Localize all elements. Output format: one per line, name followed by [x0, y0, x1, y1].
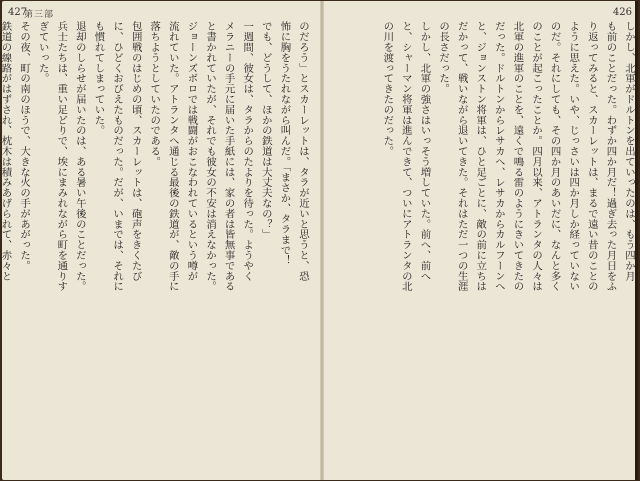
- left-page-number: 427: [8, 7, 28, 18]
- text-column: も慣れてしまっていた。: [92, 21, 105, 136]
- text-column: ように思えた。いや、じっさいは四か月しか経っていない: [567, 21, 580, 292]
- text-column: ジョーンズボロでは戦闘がおこなわれているという噂が: [185, 21, 198, 281]
- text-column: 包囲戦のはじめの頃、スカーレットは、砲声をきくたび: [129, 21, 142, 281]
- text-column: の川を渡ってきたのだった。: [381, 21, 394, 157]
- text-column: 落ちようとしていたのである。: [148, 21, 161, 167]
- book-edge: [635, 1, 638, 480]
- text-column: と、シャーマン将軍は進んできて、ついにアトランタの北: [399, 21, 412, 292]
- text-column: のだろう」とスカーレットは、タラが近いと思うと、恐: [297, 21, 309, 281]
- book-spread: [2, 1, 638, 480]
- right-page-number: 426: [612, 7, 632, 18]
- text-column: 一週間、彼女は、タラからのたよりを待った。ようやく: [241, 21, 254, 281]
- left-page: [2, 1, 318, 480]
- text-column: でも、どうして、ほかの鉄道は大丈夫なの？」: [259, 21, 272, 240]
- text-column: しかし、北軍の強さはいっそう増していた。前へ、前へ: [418, 21, 431, 281]
- text-column: り返ってみると、スカーレットは、まるで遠い昔のことの: [585, 21, 598, 292]
- right-page-text: [336, 21, 636, 473]
- text-column: も前のことだった。わずか四か月だ！過ぎ去った月日をふ: [604, 21, 617, 292]
- chapter-title: 第三部: [24, 10, 55, 20]
- text-column: 鉄道の線路がはずされ、枕木は積みあげられて、赤々と: [0, 21, 12, 281]
- text-column: だった。ドルトンからレサカへ、レサカからカルフーンへ: [492, 21, 505, 292]
- text-column: しかし、北軍がドルトンを出ていったのは、もう四か月: [623, 21, 635, 281]
- text-column: のことが起こったことか。四月以来、アトランタの人々は: [530, 21, 543, 292]
- text-column: ぎていった。: [36, 21, 49, 84]
- text-column: 怖に胸をうたれながら叫んだ。「まさか、タラまで！: [278, 21, 291, 266]
- text-column: メラニーの手元に届いた手紙には、家の者は皆無事である: [222, 21, 235, 292]
- left-page-text: [0, 21, 310, 473]
- text-column: のだ。それにしても、その四か月のあいだに、なんと多く: [548, 21, 561, 292]
- right-page: [324, 1, 640, 480]
- text-column: だかって、戦いながら退いてきた。それはただ一つの生涯: [455, 21, 468, 292]
- text-column: 流れていた。アトランタへ通じる最後の鉄道が、敵の手に: [166, 21, 179, 292]
- text-column: 兵士たちは、重い足どりで、埃にまみれながら町を通りす: [55, 21, 68, 292]
- text-column: と書かれていたが、それでも彼女の不安は消えなかった。: [204, 21, 217, 292]
- text-column: と、ジョンストン将軍は、ひと足ごとに、敵の前に立ちは: [474, 21, 487, 292]
- text-column: その夜、町の南のほうで、大きな火の手があがった。: [18, 21, 31, 271]
- text-column: 北軍の進軍のことを、遠くで鳴る雷のようにきいてきたの: [511, 21, 524, 292]
- text-column: の長さだった。: [437, 21, 450, 94]
- text-column: 退却のしらせが届いたのは、ある暑い午後のことだった。: [73, 21, 86, 292]
- text-column: に、ひどくおびえたものだった。だが、いまでは、それに: [111, 21, 124, 292]
